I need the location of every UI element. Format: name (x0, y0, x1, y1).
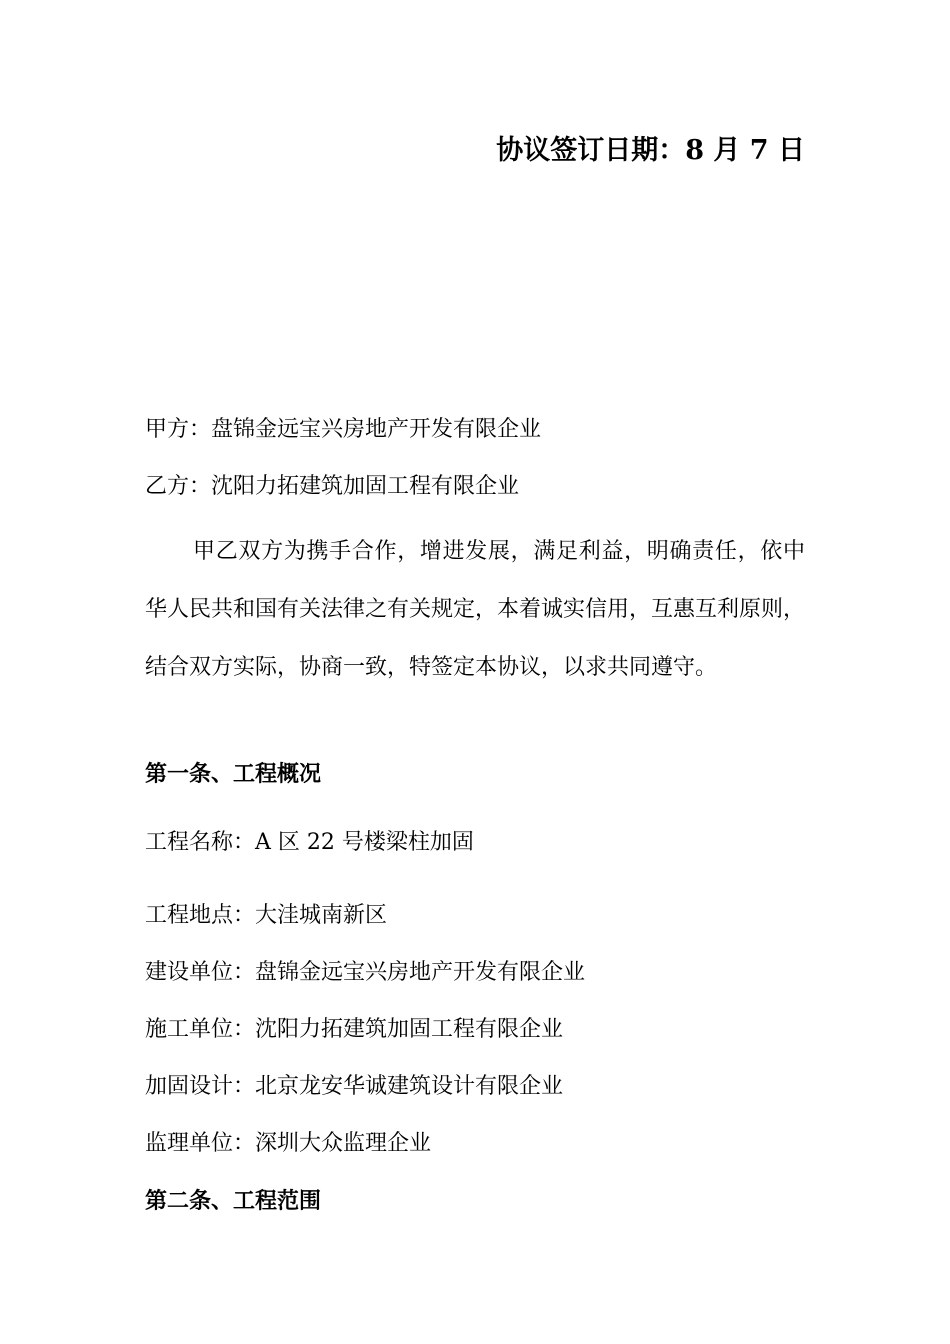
article-1-heading: 第一条、工程概况 (145, 761, 322, 787)
preamble-paragraph: 甲乙双方为携手合作，增进发展，满足利益，明确责任，依中华人民共和国有关法律之有关规定，本着诚实信用，互惠互利原则，结合双方实际，协商一致，特签定本协议，以求共同遵守。 (145, 539, 806, 680)
project-name: 工程名称：A 区 22 号楼梁柱加固 (145, 830, 474, 855)
construction-unit: 建设单位：盘锦金远宝兴房地产开发有限企业 (145, 960, 586, 985)
party-a: 甲方：盘锦金远宝兴房地产开发有限企业 (145, 417, 542, 442)
supervision-unit: 监理单位：深圳大众监理企业 (145, 1131, 432, 1156)
project-location: 工程地点：大洼城南新区 (145, 903, 388, 928)
article-2-heading: 第二条、工程范围 (145, 1188, 322, 1214)
party-b: 乙方：沈阳力拓建筑加固工程有限企业 (145, 474, 520, 499)
agreement-date: 协议签订日期：8 月 7 日 (496, 135, 805, 166)
contractor-unit: 施工单位：沈阳力拓建筑加固工程有限企业 (145, 1017, 564, 1042)
reinforcement-design: 加固设计：北京龙安华诚建筑设计有限企业 (145, 1074, 564, 1099)
